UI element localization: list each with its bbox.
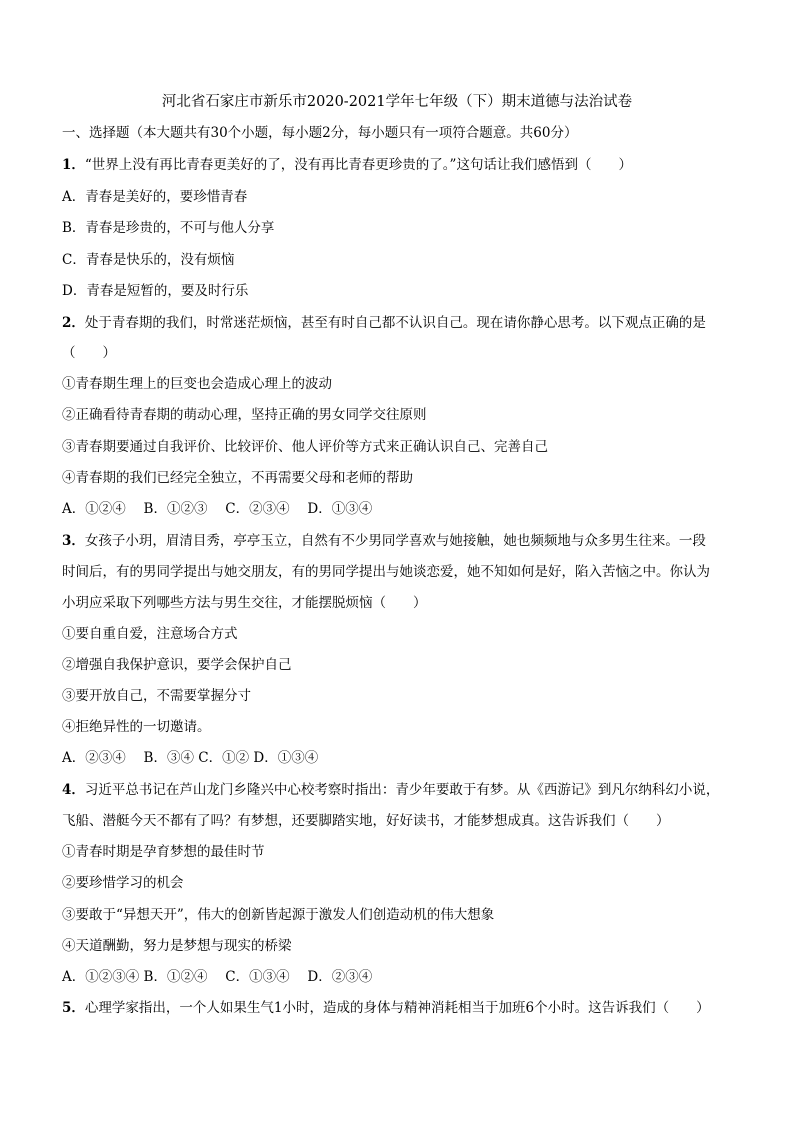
question-number: 5． — [62, 1000, 85, 1016]
question-stem-continued: 飞船、潜艇今天不都有了吗？有梦想，还要脚踏实地，好好读书，才能梦想成真。这告诉我们（ ） — [62, 813, 670, 829]
page-title: 河北省石家庄市新乐市2020-2021学年七年级（下）期末道德与法治试卷 — [161, 94, 633, 110]
question-1 — [62, 156, 632, 174]
statement-3: ③青春期要通过自我评价、比较评价、他人评价等方式来正确认识自己、完善自己 — [62, 439, 548, 455]
statement-4: ④青春期的我们已经完全独立，不再需要父母和老师的帮助 — [62, 470, 413, 486]
question-stem: 习近平总书记在芦山龙门乡隆兴中心校考察时指出：青少年要敢于有梦。从《西游记》到凡尔纳科幻小说， — [84, 782, 720, 798]
statement-1: ①青春时期是孕育梦想的最佳时节 — [62, 844, 265, 860]
question-4 — [62, 781, 719, 799]
statement-1: ①青春期生理上的巨变也会造成心理上的波动 — [62, 376, 332, 392]
section-heading: 一、选择题（本大题共有30个小题，每小题2分，每小题只有一项符合题意。共60分） — [62, 125, 578, 141]
option-b: B．青春是珍贵的，不可与他人分享 — [62, 220, 275, 236]
option-c: C．青春是快乐的，没有烦恼 — [62, 252, 235, 268]
statement-2: ②要珍惜学习的机会 — [62, 875, 184, 891]
question-stem: 处于青春期的我们，时常迷茫烦恼，甚至有时自己都不认识自己。现在请你静心思考。以下观点正确的是 — [84, 315, 706, 331]
statement-2: ②正确看待青春期的萌动心理，坚持正确的男女同学交往原则 — [62, 407, 427, 423]
statement-3: ③要敢于“异想天开”，伟大的创新皆起源于激发人们创造动机的伟大想象 — [62, 907, 495, 923]
statement-4: ④天道酬勤，努力是梦想与现实的桥梁 — [62, 938, 292, 954]
answer-choices: A．①②③④ B．①②④ C．①③④ D．②③④ — [62, 969, 373, 985]
question-2 — [62, 314, 706, 332]
answer-choices: A．②③④ B．③④ C．①② D．①③④ — [62, 750, 319, 766]
question-stem: 女孩子小玥，眉清目秀，亭亭玉立，自然有不少男同学喜欢与她接触，她也频频地与众多男生往来。一段 — [84, 533, 706, 549]
statement-2: ②增强自我保护意识，要学会保护自己 — [62, 657, 292, 673]
statement-3: ③要开放自己，不需要掌握分寸 — [62, 688, 251, 704]
question-number: 2． — [62, 315, 85, 331]
question-5 — [62, 999, 710, 1017]
option-d: D．青春是短暂的，要及时行乐 — [62, 283, 249, 299]
question-stem: “世界上没有再比青春更美好的了，没有再比青春更珍贵的了。”这句话让我们感悟到（ ） — [84, 157, 632, 173]
question-stem-continued: 小玥应采取下列哪些方法与男生交往，才能摆脱烦恼（ ） — [62, 595, 427, 611]
answer-choices: A．①②④ B．①②③ C．②③④ D．①③④ — [62, 501, 373, 517]
option-a: A．青春是美好的，要珍惜青春 — [62, 189, 248, 205]
question-number: 1． — [62, 157, 85, 173]
question-stem: 心理学家指出，一个人如果生气1小时，造成的身体与精神消耗相当于加班6个小时。这告诉我们（ ） — [84, 1000, 710, 1016]
question-stem-continued: （ ） — [62, 345, 116, 361]
question-number: 4． — [62, 782, 85, 798]
question-number: 3． — [62, 533, 85, 549]
question-3 — [62, 532, 706, 550]
statement-1: ①要自重自爱，注意场合方式 — [62, 626, 238, 642]
question-stem-continued: 时间后，有的男同学提出与她交朋友，有的男同学提出与她谈恋爱，她不知如何是好，陷入苦恼之中。你认为 — [62, 564, 710, 580]
statement-4: ④拒绝异性的一切邀请。 — [62, 719, 211, 735]
